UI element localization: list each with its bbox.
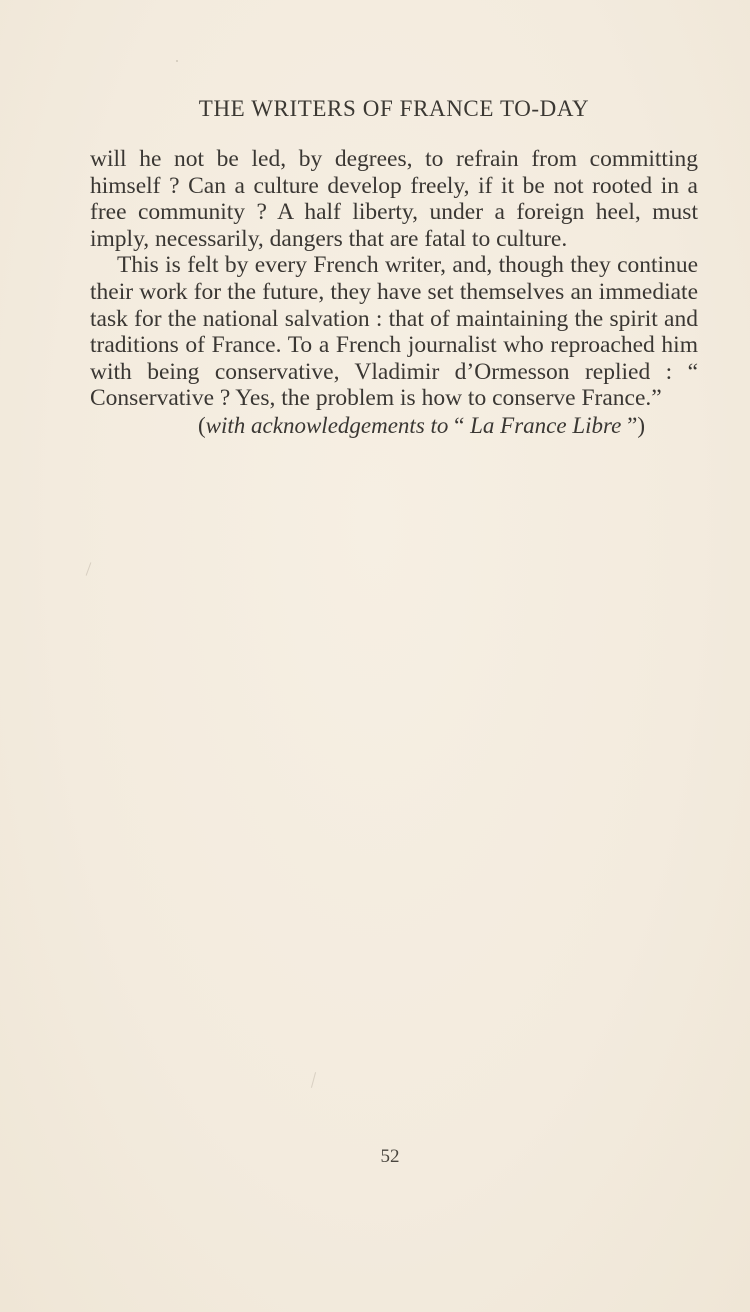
credit-prefix: with acknowledgements to	[205, 412, 449, 438]
credit-source-title: La France Libre	[470, 412, 622, 438]
acknowledgement-credit	[90, 413, 698, 440]
credit-quote-close: ”	[621, 412, 638, 438]
paper-speck	[86, 562, 92, 575]
credit-open-paren: (	[198, 412, 206, 438]
paragraph-ormesson: This is felt by every French writer, and, though they continue their work for the future, they have set themselves an immediate task for the national salvation : that of maintaining the spirit and traditions of France. To a French journalist who reproached him with being conservative, Vladimir d’Ormesson replied : “ Conservative ? Yes, the problem is how to conserve France.”	[90, 252, 698, 412]
paper-speck	[176, 60, 178, 62]
running-head: THE WRITERS OF FRANCE TO-DAY	[198, 96, 590, 121]
credit-quote-open: “	[448, 412, 471, 438]
page-number: 52	[380, 1146, 400, 1167]
credit-close-paren: )	[637, 412, 645, 438]
body-text	[90, 146, 698, 440]
paper-speck	[311, 1072, 316, 1088]
paragraph-continued: will he not be led, by degrees, to refrain from committing himself ? Can a culture develop freely, if it be not rooted in a free community ? A half liberty, under a foreign heel, must imply, necessarily, dangers that are fatal to culture.	[90, 146, 698, 252]
